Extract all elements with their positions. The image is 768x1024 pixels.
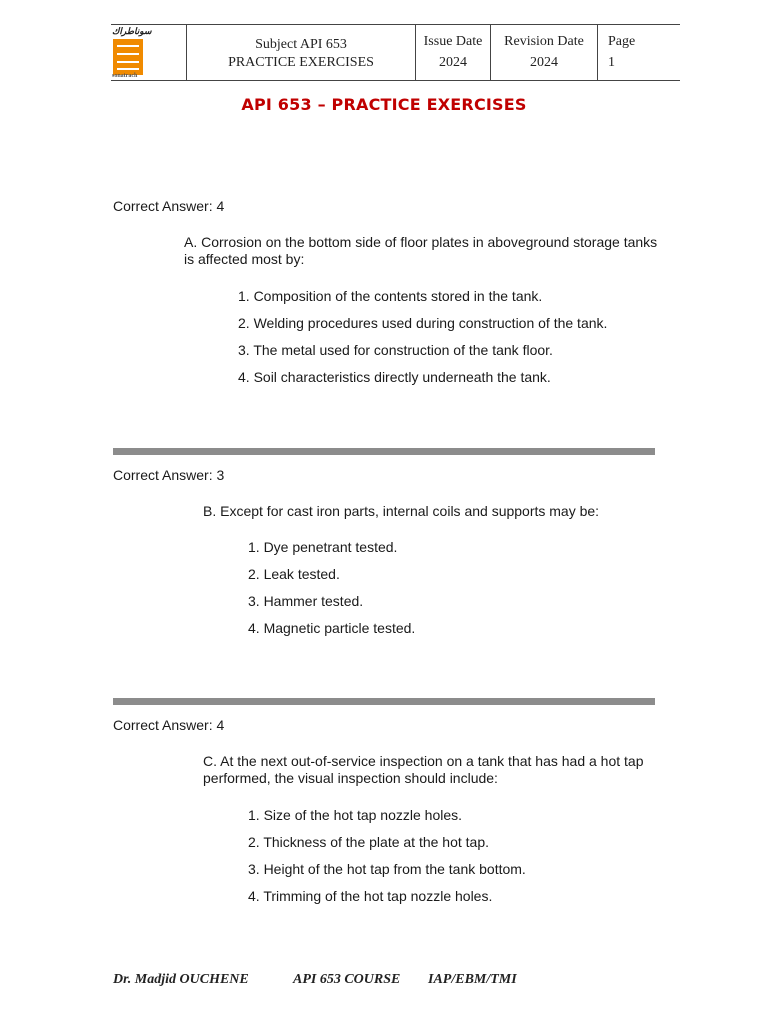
options-b bbox=[248, 539, 415, 647]
page-cell bbox=[598, 25, 680, 80]
subject-line-1: Subject API 653 bbox=[255, 37, 347, 52]
option-item: 1. Size of the hot tap nozzle holes. bbox=[248, 807, 463, 823]
subject-cell bbox=[187, 25, 415, 80]
issue-date-label: Issue Date bbox=[423, 34, 483, 49]
page-label: Page bbox=[608, 34, 636, 49]
option-item: 2. Leak tested. bbox=[248, 566, 340, 582]
section-divider bbox=[113, 698, 655, 705]
question-a: A. Corrosion on the bottom side of floor plates in aboveground storage tanks is affected most by: bbox=[184, 234, 658, 267]
company-logo bbox=[111, 25, 186, 80]
correct-answer-a: Correct Answer: 4 bbox=[113, 198, 225, 214]
subject-line-2: PRACTICE EXERCISES bbox=[228, 55, 374, 70]
logo-text: سوناطراك bbox=[112, 26, 152, 36]
revision-date-label: Revision Date bbox=[504, 34, 584, 49]
option-item: 4. Soil characteristics directly underneath the tank. bbox=[238, 369, 551, 385]
page-number: 1 bbox=[608, 55, 615, 70]
revision-date-cell bbox=[491, 25, 597, 80]
option-item: 3. Height of the hot tap from the tank bottom. bbox=[248, 861, 526, 877]
option-item: 4. Magnetic particle tested. bbox=[248, 620, 416, 636]
footer-author: Dr. Madjid OUCHENE bbox=[113, 972, 249, 987]
option-item: 2. Thickness of the plate at the hot tap. bbox=[248, 834, 490, 850]
issue-date-value: 2024 bbox=[439, 55, 467, 70]
document-title: API 653 – PRACTICE EXERCISES bbox=[241, 95, 527, 114]
section-divider bbox=[113, 448, 655, 455]
options-a bbox=[238, 288, 607, 396]
option-item: 2. Welding procedures used during construction of the tank. bbox=[238, 315, 608, 331]
question-c: C. At the next out-of-service inspection on a tank that has had a hot tap performed, the visual inspection should include: bbox=[203, 753, 644, 786]
question-b: B. Except for cast iron parts, internal coils and supports may be: bbox=[203, 503, 600, 519]
logo-mark bbox=[113, 39, 143, 75]
correct-answer-c: Correct Answer: 4 bbox=[113, 717, 225, 733]
option-item: 3. Hammer tested. bbox=[248, 593, 364, 609]
revision-date-value: 2024 bbox=[530, 55, 558, 70]
footer-code: IAP/EBM/TMI bbox=[428, 972, 517, 987]
options-c bbox=[248, 807, 526, 915]
footer-course: API 653 COURSE bbox=[293, 972, 401, 987]
option-item: 1. Dye penetrant tested. bbox=[248, 539, 398, 555]
document-header bbox=[111, 24, 680, 81]
option-item: 3. The metal used for construction of the tank floor. bbox=[238, 342, 553, 358]
option-item: 4. Trimming of the hot tap nozzle holes. bbox=[248, 888, 493, 904]
option-item: 1. Composition of the contents stored in the tank. bbox=[238, 288, 543, 304]
logo-caption: sonatrach bbox=[112, 73, 138, 79]
correct-answer-b: Correct Answer: 3 bbox=[113, 467, 225, 483]
issue-date-cell bbox=[416, 25, 490, 80]
